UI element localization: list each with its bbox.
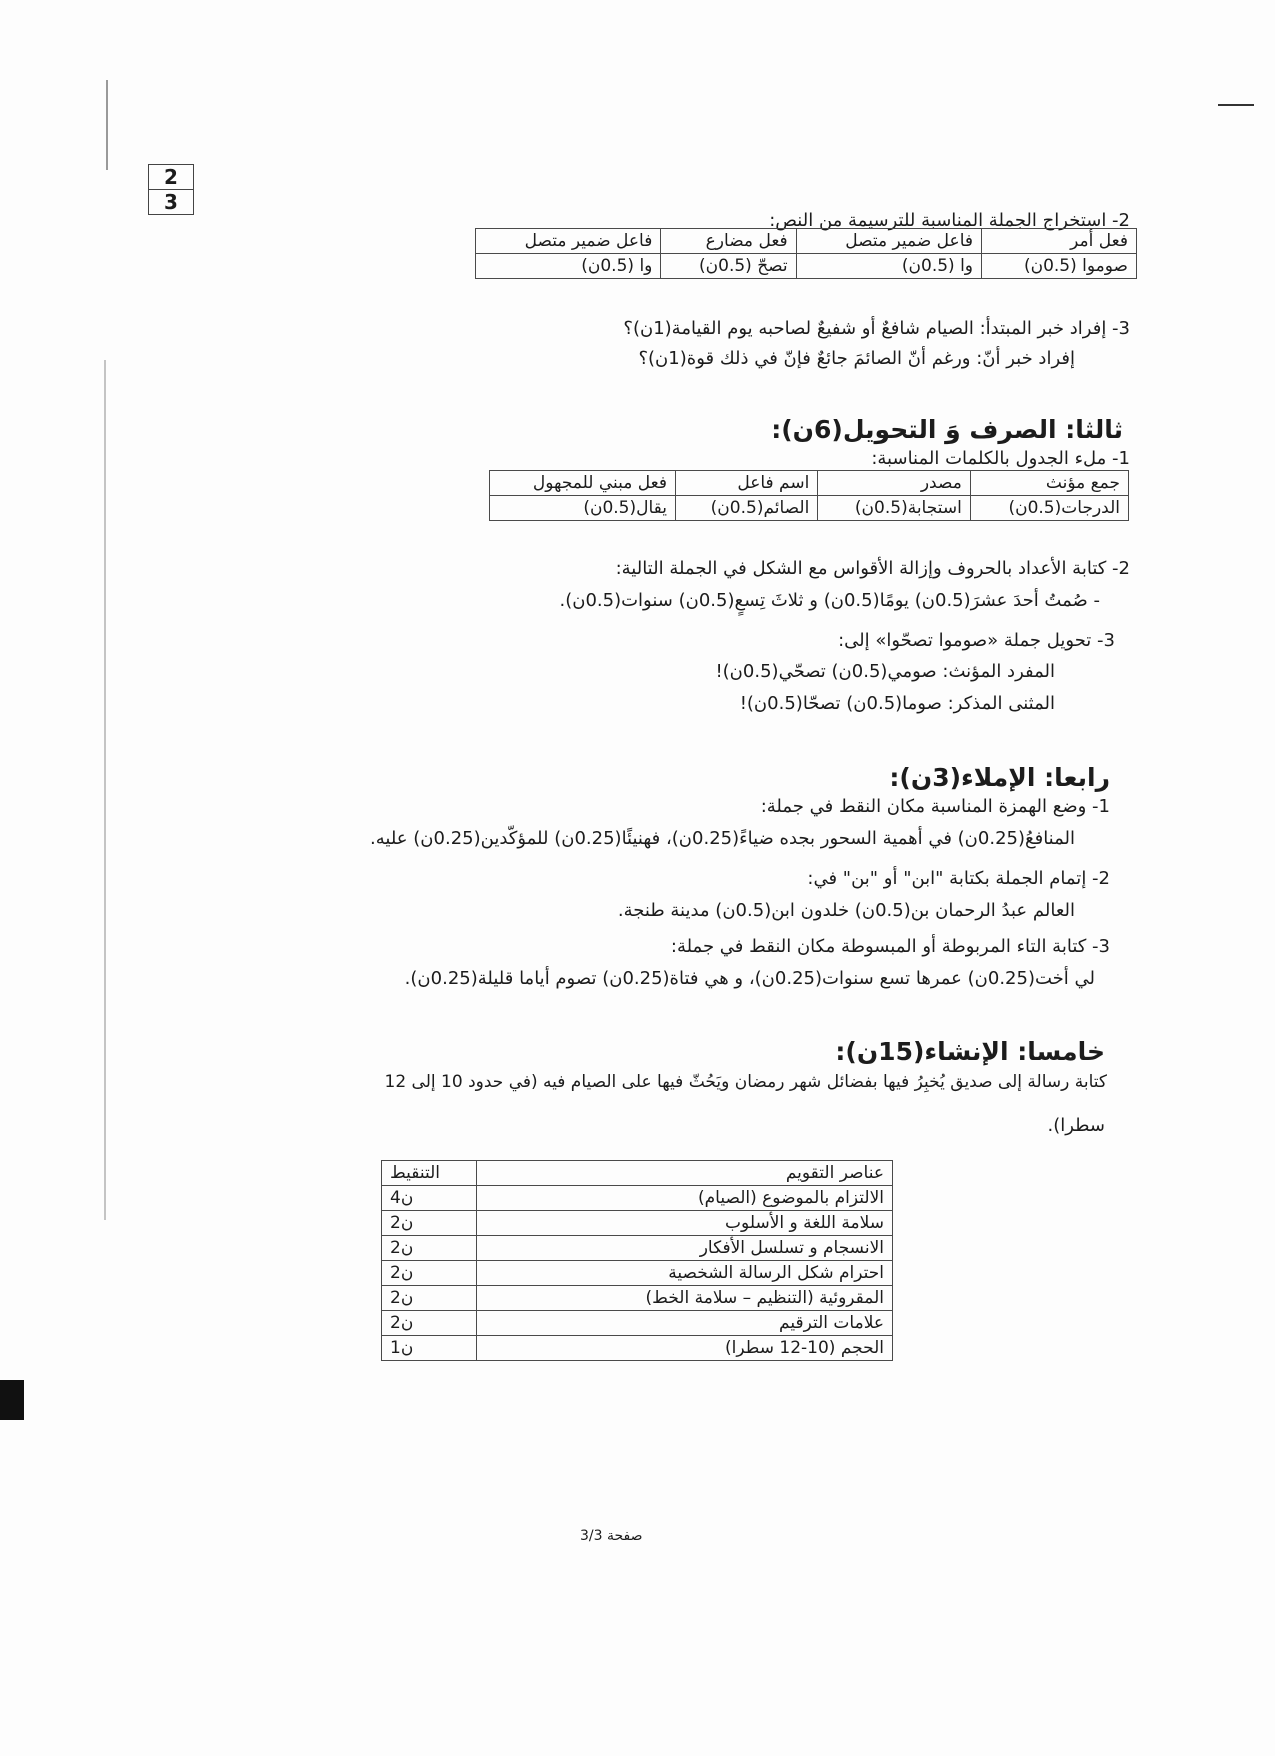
s5-grading-table bbox=[381, 1160, 893, 1361]
grading-criterion: احترام شكل الرسالة الشخصية bbox=[477, 1261, 893, 1286]
table-row bbox=[382, 1336, 893, 1361]
table-row bbox=[382, 1236, 893, 1261]
grading-criterion: الانسجام و تسلسل الأفكار bbox=[477, 1236, 893, 1261]
s3-q2-title: 2- كتابة الأعداد بالحروف وإزالة الأقواس مع الشكل في الجملة التالية: bbox=[615, 558, 1130, 579]
grading-header-score: التنقيط bbox=[382, 1161, 477, 1186]
grading-score: 2ن bbox=[382, 1236, 477, 1261]
grading-criterion: الحجم (10-12 سطرا) bbox=[477, 1336, 893, 1361]
scan-edge-mark bbox=[0, 1380, 24, 1420]
s5-title: خامسا: الإنشاء(15ن): bbox=[835, 1037, 1105, 1066]
s3-value-1: الدرجات(0.5ن) bbox=[970, 496, 1128, 521]
grading-score: 2ن bbox=[382, 1286, 477, 1311]
scan-margin-line-top bbox=[106, 80, 108, 170]
s3-value-2: استجابة(0.5ن) bbox=[818, 496, 970, 521]
s3-value-4: يقال(0.5ن) bbox=[490, 496, 676, 521]
s2-value-1: صوموا (0.5ن) bbox=[982, 254, 1137, 279]
s2-value-4: وا (0.5ن) bbox=[476, 254, 661, 279]
s2-q3-line1: 3- إفراد خبر المبتدأ: الصيام شافعٌ أو شفيعٌ لصاحبه يوم القيامة(1ن)؟ bbox=[623, 318, 1130, 339]
table-row bbox=[382, 1311, 893, 1336]
grading-score: 2ن bbox=[382, 1311, 477, 1336]
s5-prompt-line1: كتابة رسالة إلى صديق يُخبِرُ فيها بفضائل شهر رمضان ويَحُثّ فيها على الصيام فيه (في حدود 10 إلى 12 bbox=[384, 1072, 1107, 1092]
grading-score: 1ن bbox=[382, 1336, 477, 1361]
table-row bbox=[490, 471, 1129, 496]
s3-q2-answer: - صُمتُ أحدَ عشرَ(0.5ن) يومًا(0.5ن) و ثلاثَ تِسعٍ(0.5ن) سنوات(0.5ن). bbox=[559, 590, 1100, 611]
s2-q2-title: 2- استخراج الجملة المناسبة للترسيمة من النص: bbox=[769, 210, 1130, 231]
s3-value-3: الصائم(0.5ن) bbox=[675, 496, 817, 521]
scan-margin-line-mid bbox=[104, 360, 106, 1220]
s4-q2-title: 2- إتمام الجملة بكتابة "ابن" أو "بن" في: bbox=[807, 868, 1110, 889]
grading-header-criterion: عناصر التقويم bbox=[477, 1161, 893, 1186]
s4-q2-answer: العالم عبدُ الرحمان بن(0.5ن) خلدون ابن(0.5ن) مدينة طنجة. bbox=[617, 900, 1075, 921]
table-row bbox=[490, 496, 1129, 521]
s4-q1-title: 1- وضع الهمزة المناسبة مكان النقط في جملة: bbox=[760, 796, 1110, 817]
s2-value-2: وا (0.5ن) bbox=[796, 254, 981, 279]
page-footer: صفحة 3/3 bbox=[580, 1528, 643, 1544]
s2-q3-line2: إفراد خبر أنّ: ورغم أنّ الصائمَ جائعٌ فإنّ في ذلك قوة(1ن)؟ bbox=[638, 348, 1075, 369]
s4-q3-answer: لي أخت(0.25ن) عمرها تسع سنوات(0.25ن)، و هي فتاة(0.25ن) تصوم أياما قليلة(0.25ن). bbox=[404, 968, 1095, 989]
table-row bbox=[382, 1286, 893, 1311]
s2-table bbox=[475, 228, 1137, 279]
s3-q1-title: 1- ملء الجدول بالكلمات المناسبة: bbox=[871, 448, 1130, 469]
s3-q3-line2: المثنى المذكر: صوما(0.5ن) تصحّا(0.5ن)! bbox=[739, 693, 1055, 714]
grading-score: 2ن bbox=[382, 1261, 477, 1286]
s2-value-3: تصحّ (0.5ن) bbox=[661, 254, 796, 279]
scan-edge-mark-right bbox=[1218, 104, 1254, 106]
s3-table bbox=[489, 470, 1129, 521]
s3-title: ثالثا: الصرف وَ التحويل(6ن): bbox=[771, 415, 1123, 444]
page-index-bottom: 3 bbox=[148, 189, 194, 215]
table-row bbox=[382, 1186, 893, 1211]
s3-header-2: مصدر bbox=[818, 471, 970, 496]
grading-score: 4ن bbox=[382, 1186, 477, 1211]
grading-criterion: المقروئية (التنظيم – سلامة الخط) bbox=[477, 1286, 893, 1311]
s5-prompt-line2: سطرا). bbox=[1047, 1115, 1105, 1136]
grading-criterion: الالتزام بالموضوع (الصيام) bbox=[477, 1186, 893, 1211]
s3-header-1: جمع مؤنث bbox=[970, 471, 1128, 496]
table-row bbox=[382, 1161, 893, 1186]
table-row bbox=[476, 229, 1137, 254]
s2-header-3: فعل مضارع bbox=[661, 229, 796, 254]
table-row bbox=[382, 1211, 893, 1236]
s4-q3-title: 3- كتابة التاء المربوطة أو المبسوطة مكان النقط في جملة: bbox=[670, 936, 1110, 957]
s2-header-2: فاعل ضمير متصل bbox=[796, 229, 981, 254]
s3-q3-line1: المفرد المؤنث: صومي(0.5ن) تصحّي(0.5ن)! bbox=[715, 661, 1055, 682]
grading-criterion: علامات الترقيم bbox=[477, 1311, 893, 1336]
s2-header-4: فاعل ضمير متصل bbox=[476, 229, 661, 254]
table-row bbox=[382, 1261, 893, 1286]
s3-header-3: اسم فاعل bbox=[675, 471, 817, 496]
page-index-box bbox=[148, 164, 194, 215]
grading-criterion: سلامة اللغة و الأسلوب bbox=[477, 1211, 893, 1236]
page-index-top: 2 bbox=[148, 164, 194, 189]
s4-q1-answer: المنافعُ(0.25ن) في أهمية السحور بجده ضياءً(0.25ن)، فهنيئًا(0.25ن) للمؤكّدين(0.25ن) عليه. bbox=[370, 828, 1075, 849]
s3-header-4: فعل مبني للمجهول bbox=[490, 471, 676, 496]
s3-q3-title: 3- تحويل جملة «صوموا تصحّوا» إلى: bbox=[838, 630, 1115, 651]
table-row bbox=[476, 254, 1137, 279]
s2-header-1: فعل أمر bbox=[982, 229, 1137, 254]
grading-score: 2ن bbox=[382, 1211, 477, 1236]
s4-title: رابعا: الإملاء(3ن): bbox=[889, 763, 1110, 792]
